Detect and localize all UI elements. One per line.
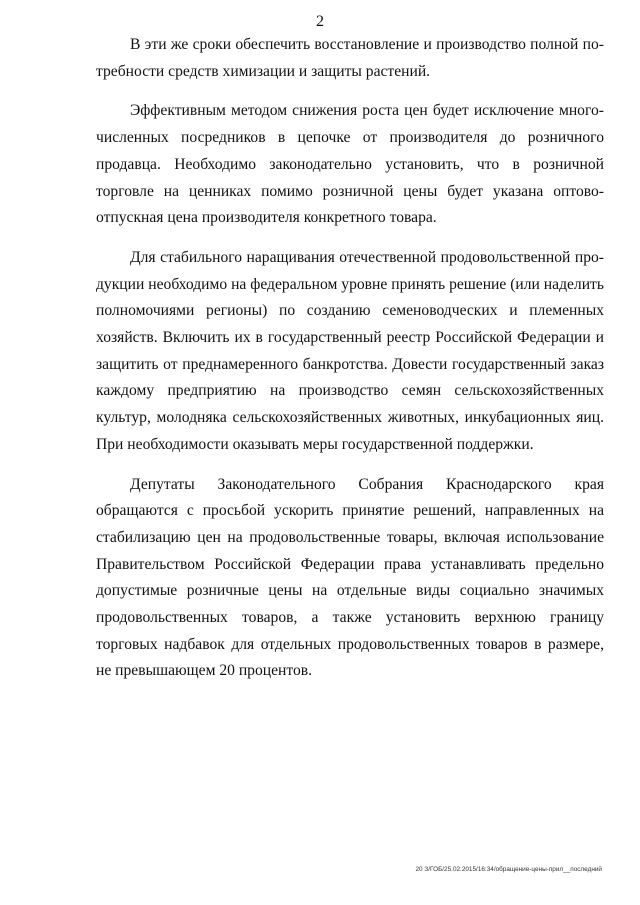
paragraph-deputies-appeal: Депутаты Законодательного Собрания Краснодарского края обращаются с просьбой ускорить принятие решений, направленных на стабилизацию цен на продовольственные товары, включая использование Правительством Российской Федерации права устанавливать предельно допустимые розничные цены на отдельные виды социально значимых продовольственных товаров, а также установить верхнюю границу торговых надбавок для отдельных продовольственных товаров в размере, не превышающем 20 процентов. <box>96 475 604 680</box>
paragraph-chemicals: В эти же сроки обеспечить восстановление и производство полной потребности средств химизации и защиты растений. <box>96 36 604 80</box>
page-number: 2 <box>316 13 324 30</box>
footer-file-label: 20 З/ГОБ/25.02.2015/16:34/обращение-цены-прил__последний <box>415 866 602 873</box>
paragraph-seed-breeding: Для стабильного наращивания отечественной продовольственной продукции необходимо на федеральном уровне принять решение (или наделить полномочиями регионы) по созданию семеноводческих и племенных хозяйств. Включить их в государственный реестр Российской Федерации и защитить от преднамеренного банкротства. Довести государственный заказ каждому предприятию на производство семян сельскохозяйственных культур, молодняка сельскохозяйственных животных, инкубационных яиц. При необходимости оказывать меры государственной поддержки. <box>96 248 604 453</box>
document-body <box>96 32 604 685</box>
paragraph-intermediaries: Эффективным методом снижения роста цен будет исключение многочисленных посредников в цепочке от производителя до розничного продавца. Необходимо законодательно установить, что в розничной торговле на ценниках помимо розничной цены будет указана оптово-отпускная цена производителя конкретного товара. <box>96 102 604 227</box>
